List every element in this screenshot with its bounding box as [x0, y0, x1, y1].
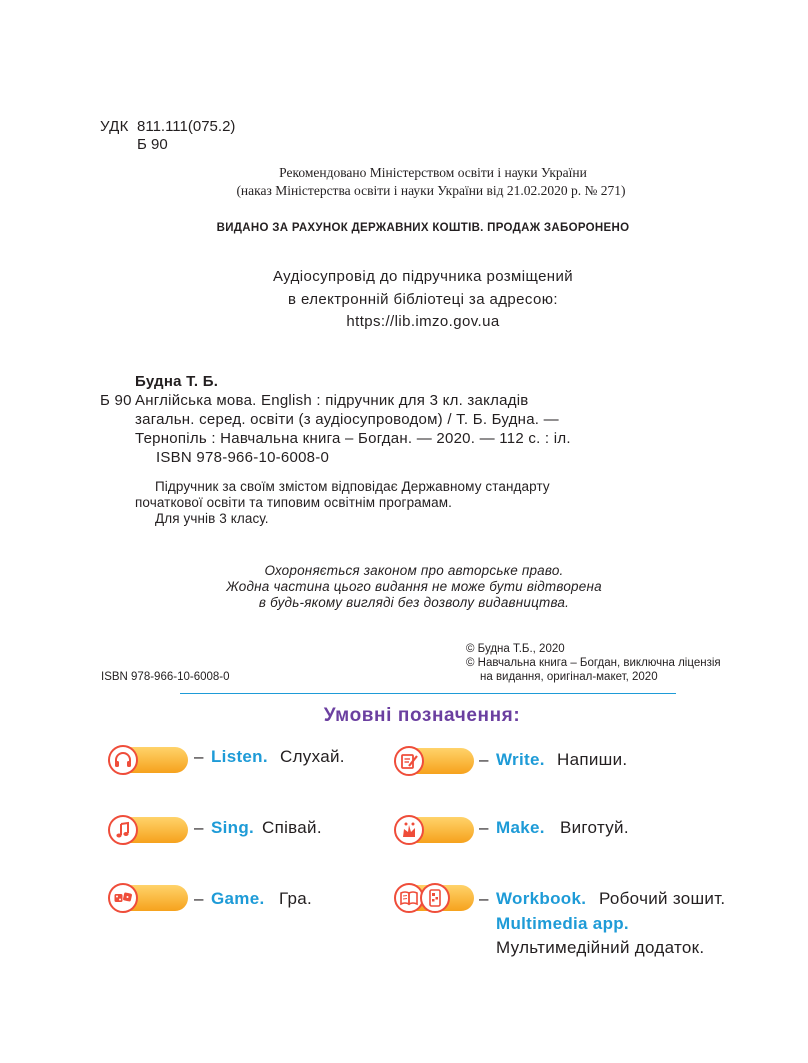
- legend-keyword: Sing.: [211, 818, 255, 837]
- author-mark: Б 90: [100, 392, 132, 409]
- legend-translation: Робочий зошит.: [599, 889, 726, 908]
- copyright-publisher: © Навчальна книга – Богдан, виключна ліцензія: [466, 657, 721, 669]
- udk-code: 811.111(075.2): [137, 118, 236, 135]
- legend-keyword: Workbook.: [496, 889, 587, 908]
- author-name: Будна Т. Б.: [135, 373, 219, 390]
- copyright-notice-line: Охороняється законом про авторське право.: [264, 563, 564, 578]
- legend-translation: Виготуй.: [560, 818, 629, 837]
- legend-translation: Напиши.: [557, 750, 628, 769]
- legend-title: Умовні позначення:: [323, 705, 521, 726]
- legend-keyword-multimedia: Multimedia app.: [496, 914, 629, 933]
- copyright-author: © Будна Т.Б., 2020: [466, 643, 565, 655]
- headphones-icon: [108, 745, 138, 775]
- recommendation-line: Рекомендовано Міністерством освіти і науки України: [279, 165, 587, 180]
- legend-keyword: Write.: [496, 750, 545, 769]
- legend-keyword: Listen.: [211, 747, 268, 766]
- legend-dash: –: [479, 889, 489, 908]
- legend-translation: Слухай.: [280, 747, 345, 766]
- udk-label: УДК: [100, 118, 129, 135]
- funding-notice: ВИДАНО ЗА РАХУНОК ДЕРЖАВНИХ КОШТІВ. ПРОДАЖ ЗАБОРОНЕНО: [216, 222, 630, 234]
- recommendation-order: (наказ Міністерства освіти і науки України від 21.02.2020 р. № 271): [236, 183, 626, 198]
- bibliography-line: Тернопіль : Навчальна книга – Богдан. — 2020. — 112 с. : іл.: [135, 430, 571, 447]
- bibliography-line: Англійська мова. English : підручник для 3 кл. закладів: [135, 392, 529, 409]
- dice-icon: [108, 883, 138, 913]
- legend-translation: Співай.: [262, 818, 322, 837]
- legend-translation: Гра.: [279, 889, 313, 908]
- copyright-notice-line: Жодна частина цього видання не може бути відтворена: [226, 579, 602, 594]
- legend-translation-multimedia: Мультимедійний додаток.: [496, 938, 705, 957]
- copyright-notice-line: в будь-якому вигляді без дозволу видавництва.: [258, 595, 570, 610]
- legend-keyword: Make.: [496, 818, 545, 837]
- legend-dash: –: [479, 818, 489, 837]
- audio-link[interactable]: https://lib.imzo.gov.ua: [346, 313, 500, 330]
- legend-dash: –: [194, 818, 204, 837]
- isbn: ISBN 978-966-10-6008-0: [156, 449, 330, 466]
- audio-notice-line: в електронній бібліотеці за адресою:: [288, 291, 558, 308]
- legend-dash: –: [194, 889, 204, 908]
- legend-dash: –: [194, 747, 204, 766]
- isbn-bottom: ISBN 978-966-10-6008-0: [101, 671, 230, 683]
- annotation-line: Для учнів 3 класу.: [155, 511, 269, 526]
- pencil-paper-icon: [394, 746, 424, 776]
- qr-phone-icon: [420, 883, 450, 913]
- legend-dash: –: [479, 750, 489, 769]
- audio-notice-line: Аудіосупровід до підручника розміщений: [272, 268, 574, 285]
- annotation-line: Підручник за своїм змістом відповідає Державному стандарту: [155, 479, 550, 494]
- legend-keyword: Game.: [211, 889, 265, 908]
- copyright-publisher-cont: на видання, оригінал-макет, 2020: [480, 671, 658, 683]
- divider-line: [180, 693, 676, 694]
- annotation-line: початкової освіти та типовим освітнім програмам.: [135, 495, 453, 510]
- music-note-icon: [108, 815, 138, 845]
- scissors-craft-icon: [394, 815, 424, 845]
- udk-author-mark: Б 90: [137, 136, 168, 153]
- bibliography-line: загальн. серед. освіти (з аудіосупроводом) / Т. Б. Будна. —: [135, 411, 559, 428]
